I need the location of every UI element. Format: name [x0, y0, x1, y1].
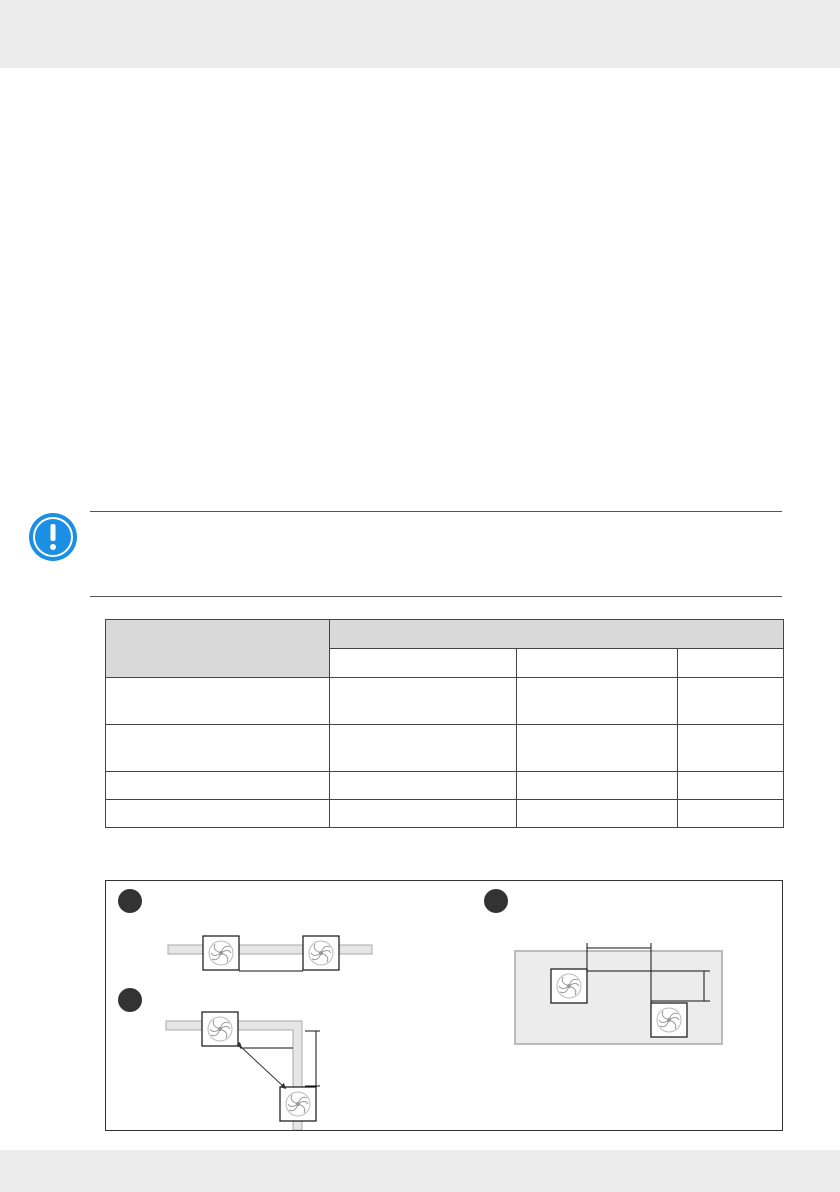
notice-bottom-rule	[90, 596, 782, 597]
panel-marker-2	[118, 988, 142, 1012]
table-cell	[517, 678, 678, 725]
table-cell	[678, 678, 784, 725]
fan-unit-icon	[551, 969, 587, 1003]
fan-unit-icon	[202, 1012, 238, 1046]
table-cell	[106, 725, 330, 772]
table-cell	[517, 725, 678, 772]
table-cell	[106, 800, 330, 828]
panel-1-straight-wall	[168, 936, 372, 971]
installation-spacing-figure	[105, 880, 783, 1131]
table-cell	[517, 800, 678, 828]
fan-unit-icon	[303, 936, 339, 970]
panel-3-offset-units	[515, 943, 722, 1044]
table-cell	[330, 800, 517, 828]
table-cell	[678, 772, 784, 800]
fan-unit-icon	[651, 1003, 687, 1037]
table-cell	[330, 772, 517, 800]
notice-top-rule	[90, 511, 782, 512]
fan-unit-icon	[280, 1087, 316, 1121]
table-cell	[678, 800, 784, 828]
table-cell	[678, 725, 784, 772]
table-subheader	[678, 649, 784, 678]
table-cell	[330, 725, 517, 772]
table-cell	[106, 678, 330, 725]
table-cell	[330, 678, 517, 725]
panel-marker-1	[118, 889, 142, 913]
exclamation-icon	[28, 512, 78, 562]
fan-unit-icon	[203, 936, 239, 970]
panel-marker-3	[484, 889, 508, 913]
table-row	[106, 800, 784, 828]
table-subheader	[517, 649, 678, 678]
footer-band	[0, 1150, 840, 1192]
table-row	[106, 772, 784, 800]
table-cell	[106, 772, 330, 800]
table-header-main	[106, 620, 330, 678]
header-band	[0, 0, 840, 68]
panel-2-corner-wall	[166, 1012, 320, 1130]
table-cell	[517, 772, 678, 800]
table-row	[106, 678, 784, 725]
table-row	[106, 725, 784, 772]
spec-table	[105, 619, 784, 828]
table-subheader	[330, 649, 517, 678]
table-header-group	[330, 620, 784, 649]
